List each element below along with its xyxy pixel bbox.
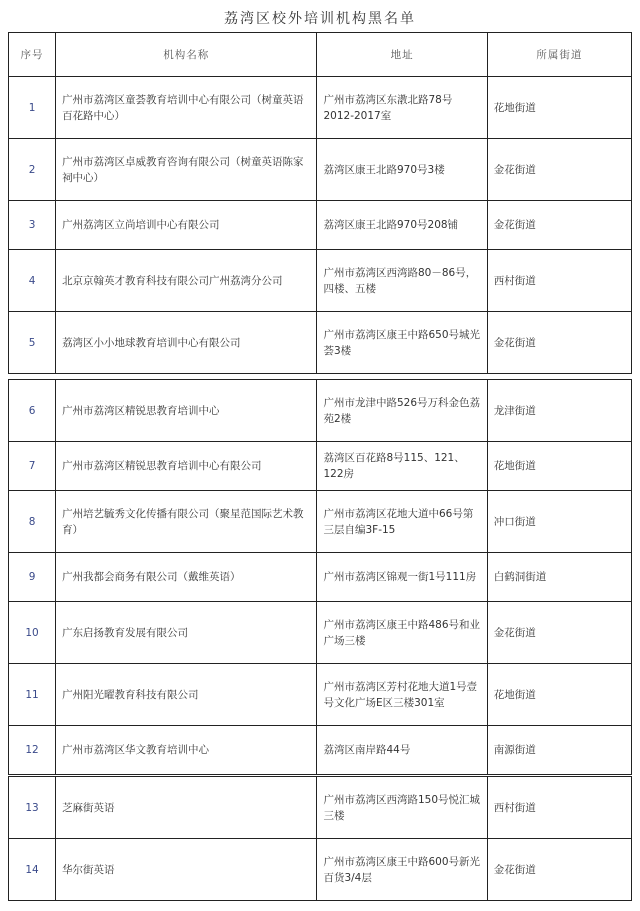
table-row [9, 442, 632, 491]
row-address: 荔湾区康王北路970号208铺 [317, 201, 487, 250]
table-row [9, 726, 632, 775]
page-title: 荔湾区校外培训机构黑名单 [224, 11, 416, 27]
row-index: 13 [9, 777, 56, 839]
row-street: 金花街道 [487, 312, 631, 374]
table-header-row [9, 33, 632, 77]
row-address: 荔湾区南岸路44号 [317, 726, 487, 775]
table-row [9, 602, 632, 664]
row-address: 荔湾区百花路8号115、121、122房 [317, 442, 487, 491]
row-street: 花地街道 [487, 77, 631, 139]
header-address: 地址 [317, 33, 487, 77]
table-row [9, 380, 632, 442]
table-row [9, 553, 632, 602]
row-index: 14 [9, 839, 56, 901]
table-row [9, 201, 632, 250]
blacklist-table-part-1 [8, 32, 632, 374]
row-street: 花地街道 [487, 442, 631, 491]
row-name: 广东启扬教育发展有限公司 [56, 602, 317, 664]
row-street: 金花街道 [487, 201, 631, 250]
row-name: 广州市荔湾区精锐思教育培训中心有限公司 [56, 442, 317, 491]
row-address: 荔湾区康王北路970号3楼 [317, 139, 487, 201]
row-street: 花地街道 [487, 664, 631, 726]
row-index: 8 [9, 491, 56, 553]
row-name: 广州市荔湾区卓威教育咨询有限公司（树童英语陈家祠中心） [56, 139, 317, 201]
row-street: 冲口街道 [487, 491, 631, 553]
row-index: 2 [9, 139, 56, 201]
blacklist-table-part-2 [8, 379, 632, 775]
row-index: 6 [9, 380, 56, 442]
row-address: 广州市荔湾区锦观一街1号111房 [317, 553, 487, 602]
row-index: 10 [9, 602, 56, 664]
row-index: 7 [9, 442, 56, 491]
row-name: 广州培艺毓秀文化传播有限公司（聚星范国际艺术教育） [56, 491, 317, 553]
row-name: 广州市荔湾区童荟教育培训中心有限公司（树童英语百花路中心） [56, 77, 317, 139]
row-street: 金花街道 [487, 839, 631, 901]
table-row [9, 664, 632, 726]
row-address: 广州市荔湾区西湾路80－86号，四楼、五楼 [317, 250, 487, 312]
row-name: 广州阳光曜教育科技有限公司 [56, 664, 317, 726]
header-index: 序号 [9, 33, 56, 77]
row-street: 金花街道 [487, 602, 631, 664]
table-row [9, 250, 632, 312]
row-name: 广州我都会商务有限公司（戴维英语） [56, 553, 317, 602]
row-index: 1 [9, 77, 56, 139]
row-address: 广州市荔湾区康王中路486号和业广场三楼 [317, 602, 487, 664]
table-row [9, 491, 632, 553]
row-index: 12 [9, 726, 56, 775]
row-street: 西村街道 [487, 777, 631, 839]
header-name: 机构名称 [56, 33, 317, 77]
row-index: 4 [9, 250, 56, 312]
blacklist-table-part-3 [8, 776, 632, 901]
row-name: 荔湾区小小地球教育培训中心有限公司 [56, 312, 317, 374]
row-name: 广州市荔湾区华文教育培训中心 [56, 726, 317, 775]
row-index: 11 [9, 664, 56, 726]
row-index: 5 [9, 312, 56, 374]
row-name: 广州荔湾区立尚培训中心有限公司 [56, 201, 317, 250]
row-address: 广州市荔湾区康王中路600号新光百货3/4层 [317, 839, 487, 901]
row-street: 龙津街道 [487, 380, 631, 442]
table-row [9, 777, 632, 839]
row-name: 北京京翰英才教育科技有限公司广州荔湾分公司 [56, 250, 317, 312]
row-street: 南源街道 [487, 726, 631, 775]
row-name: 芝麻街英语 [56, 777, 317, 839]
table-row [9, 77, 632, 139]
row-address: 广州市荔湾区东漖北路78号2012-2017室 [317, 77, 487, 139]
header-street: 所属街道 [487, 33, 631, 77]
row-address: 广州市荔湾区康王中路650号城光荟3楼 [317, 312, 487, 374]
row-name: 广州市荔湾区精锐思教育培训中心 [56, 380, 317, 442]
row-street: 西村街道 [487, 250, 631, 312]
table-row [9, 839, 632, 901]
row-street: 金花街道 [487, 139, 631, 201]
row-street: 白鹤洞街道 [487, 553, 631, 602]
row-address: 广州市荔湾区西湾路150号悦汇城三楼 [317, 777, 487, 839]
row-address: 广州市荔湾区花地大道中66号第三层自编3F-15 [317, 491, 487, 553]
row-name: 华尔街英语 [56, 839, 317, 901]
table-row [9, 312, 632, 374]
row-index: 9 [9, 553, 56, 602]
table-row [9, 139, 632, 201]
row-address: 广州市龙津中路526号万科金色荔苑2楼 [317, 380, 487, 442]
row-index: 3 [9, 201, 56, 250]
row-address: 广州市荔湾区芳村花地大道1号壹号文化广场E区三楼301室 [317, 664, 487, 726]
